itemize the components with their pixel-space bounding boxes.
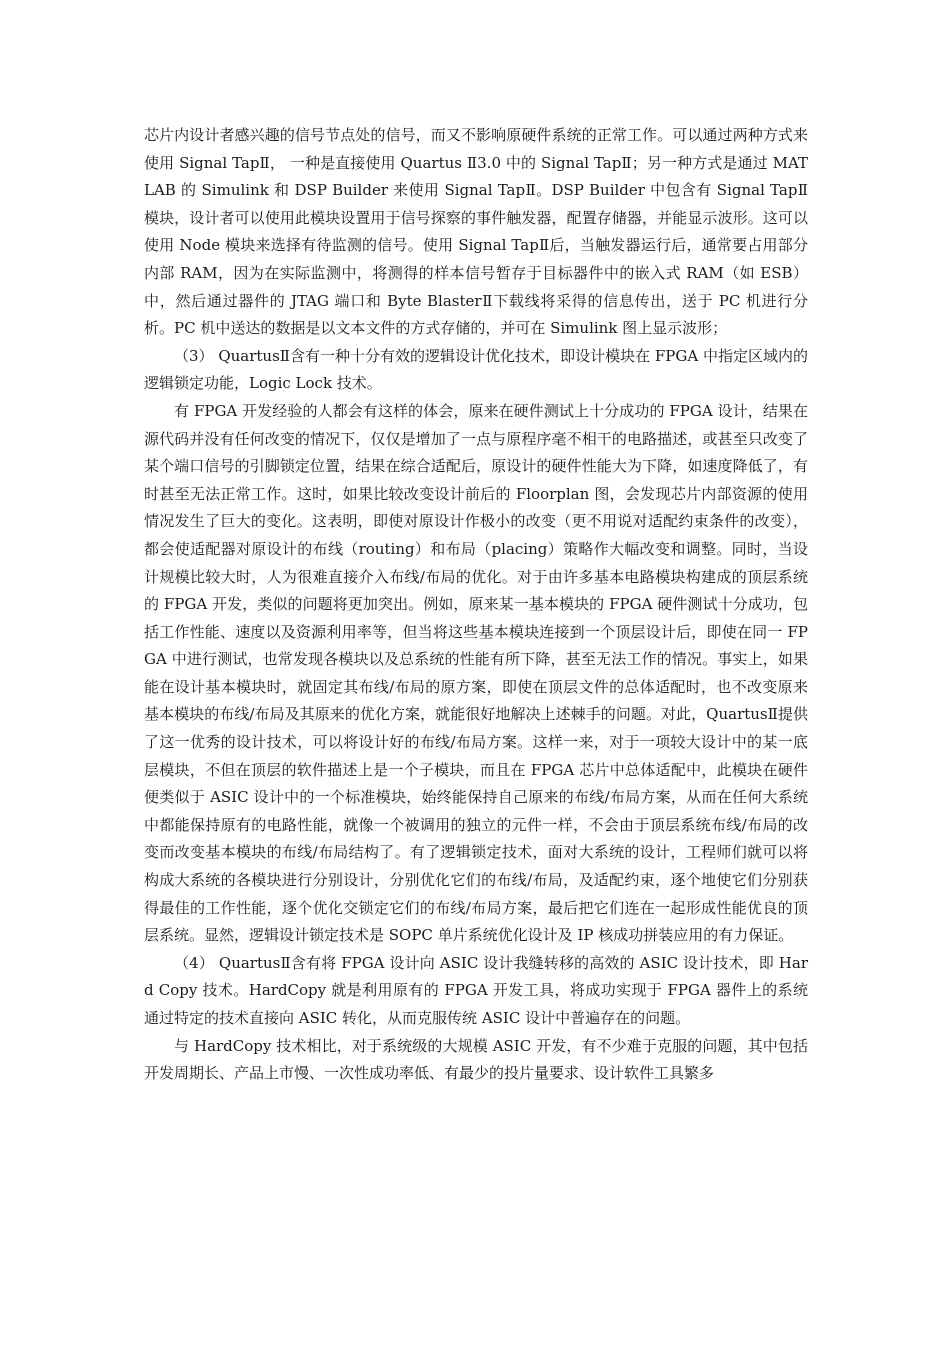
paragraph-hardcopy-intro: （4） QuartusⅡ含有将 FPGA 设计向 ASIC 设计我缝转移的高效的 ASIC 设计技术，即 Hard Copy 技术。HardCopy 就是利用原有的 FPGA 开发工具，将成功实现于 FPGA 器件上的系统通过特定的技术直接向 ASIC 转化，从而克服传统 ASIC 设计中普遍存在的问题。 <box>144 953 808 1027</box>
paragraph-signal-tap: 芯片内设计者感兴趣的信号节点处的信号，而又不影响原硬件系统的正常工作。可以通过两种方式来使用 Signal TapⅡ， 一种是直接使用 Quartus Ⅱ3.0 中的 Signal TapⅡ；另一种方式是通过 MATLAB 的 Simulink 和 DSP Builder 来使用 Signal TapⅡ。DSP Builder 中包含有 Signal TapⅡ模块，设计者可以使用此模块设置用于信号探察的事件触发器，配置存储器，并能显示波形。这可以使用 Node 模块来选择有待监测的信号。使用 Signal TapⅡ后，当触发器运行后，通常要占用部分内部 RAM，因为在实际监测中，将测得的样本信号暂存于目标器件中的嵌入式 RAM（如 ESB）中，然后通过器件的 JTAG 端口和 Byte BlasterⅡ下载线将采得的信息传出，送于 PC 机进行分析。PC 机中送达的数据是以文本文件的方式存储的，并可在 Simulink 图上显示波形； <box>144 126 808 338</box>
body-text <box>144 122 808 1088</box>
paragraph-logic-lock-intro: （3） QuartusⅡ含有一种十分有效的逻辑设计优化技术，即设计模块在 FPGA 中指定区域内的逻辑锁定功能，Logic Lock 技术。 <box>144 346 808 393</box>
paragraph-logic-lock-detail: 有 FPGA 开发经验的人都会有这样的体会，原来在硬件测试上十分成功的 FPGA 设计，结果在源代码并没有任何改变的情况下，仅仅是增加了一点与原程序毫不相干的电路描述，或甚至只改变了某个端口信号的引脚锁定位置，结果在综合适配后，原设计的硬件性能大为下降，如速度降低了，有时甚至无法正常工作。这时，如果比较改变设计前后的 Floorplan 图，会发现芯片内部资源的使用情况发生了巨大的变化。这表明，即使对原设计作极小的改变（更不用说对适配约束条件的改变），都会使适配器对原设计的布线（routing）和布局（placing）策略作大幅改变和调整。同时，当设计规模比较大时，人为很难直接介入布线/布局的优化。对于由许多基本电路模块构建成的顶层系统的 FPGA 开发，类似的问题将更加突出。例如，原来某一基本模块的 FPGA 硬件测试十分成功，包括工作性能、速度以及资源利用率等，但当将这些基本模块连接到一个顶层设计后，即使在同一 FPGA 中进行测试，也常发现各模块以及总系统的性能有所下降，甚至无法工作的情况。事实上，如果能在设计基本模块时，就固定其布线/布局的原方案，即使在顶层文件的总体适配时，也不改变原来基本模块的布线/布局及其原来的优化方案，就能很好地解决上述棘手的问题。对此，QuartusⅡ提供了这一优秀的设计技术，可以将设计好的布线/布局方案。这样一来，对于一项较大设计中的某一底层模块，不但在顶层的软件描述上是一个子模块，而且在 FPGA 芯片中总体适配中，此模块在硬件便类似于 ASIC 设计中的一个标准模块，始终能保持自己原来的布线/布局方案，从而在任何大系统中都能保持原有的电路性能，就像一个被调用的独立的元件一样，不会由于顶层系统布线/布局的改变而改变基本模块的布线/布局结构了。有了逻辑锁定技术，面对大系统的设计，工程师们就可以将构成大系统的各模块进行分别设计，分别优化它们的布线/布局，及适配约束，逐个地使它们分别获得最佳的工作性能，逐个优化交锁定它们的布线/布局方案，最后把它们连在一起形成性能优良的顶层系统。显然，逻辑设计锁定技术是 SOPC 单片系统优化设计及 IP 核成功拼装应用的有力保证。 <box>144 401 808 945</box>
paragraph-hardcopy-comparison: 与 HardCopy 技术相比，对于系统级的大规模 ASIC 开发，有不少难于克服的问题，其中包括开发周期长、产品上市慢、一次性成功率低、有最少的投片量要求、设计软件工具繁多 <box>144 1036 808 1083</box>
